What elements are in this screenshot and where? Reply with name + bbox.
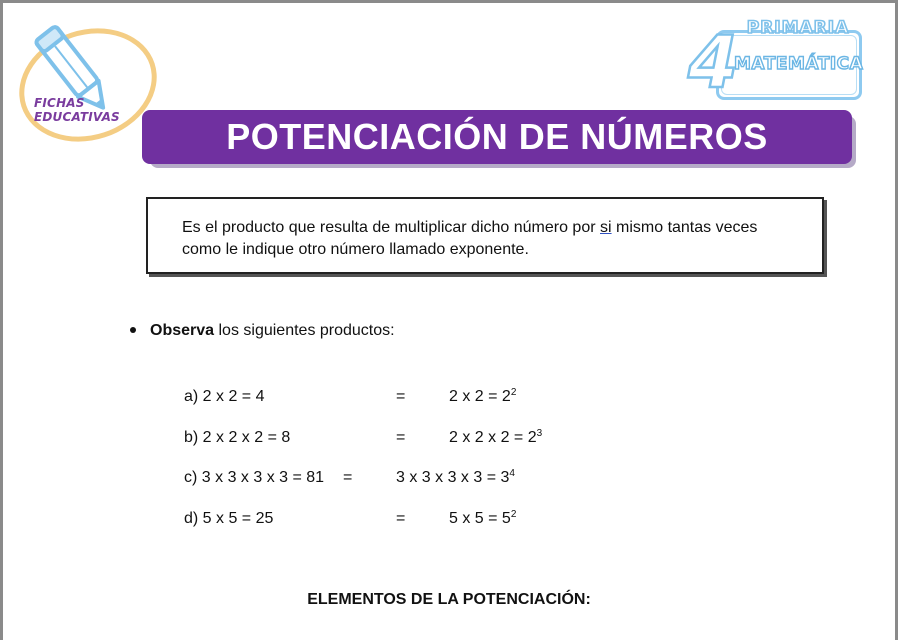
observe-bold: Observa: [150, 322, 215, 339]
example-a-equals: =: [396, 388, 406, 405]
example-c-power: [396, 469, 515, 487]
example-b-exponent: 3: [536, 428, 543, 439]
title-banner: [142, 110, 852, 164]
definition-part1: Es el producto que resulta de multiplicar dicho número por: [182, 219, 600, 236]
observe-rest: los siguientes productos:: [214, 322, 395, 339]
definition-underlined: si: [600, 219, 612, 236]
example-b-left: b) 2 x 2 x 2 = 8: [184, 429, 291, 446]
example-d-base: 5 x 5 = 5: [449, 510, 511, 527]
example-a-base: 2 x 2 = 2: [449, 388, 511, 405]
logo-line2: EDUCATIVAS: [34, 110, 120, 124]
example-b-base: 2 x 2 x 2 = 2: [449, 429, 537, 446]
logo-primaria-text: PRIMARIA: [746, 18, 850, 38]
example-d-left: d) 5 x 5 = 25: [184, 510, 274, 527]
logo-subject-text: MATEMÁTICA: [734, 54, 864, 74]
observe-bullet: [130, 322, 395, 340]
logo-line1: FICHAS: [34, 96, 85, 110]
definition-box: [146, 197, 824, 274]
example-c-exponent: 4: [509, 468, 515, 479]
example-d-equals: =: [396, 510, 406, 527]
bullet-dot-icon: [130, 327, 136, 333]
example-b-equals: =: [396, 429, 406, 446]
example-d-power: [449, 510, 516, 528]
example-a-power: [449, 388, 516, 406]
example-c-equals: =: [343, 469, 353, 486]
example-c-base: 3 x 3 x 3 x 3 = 3: [396, 469, 510, 486]
page-title: POTENCIACIÓN DE NÚMEROS: [226, 116, 768, 157]
example-c-left: c) 3 x 3 x 3 x 3 = 81: [184, 469, 325, 486]
primaria-matematica-logo: [688, 18, 868, 106]
example-b-power: [449, 429, 542, 447]
example-a-exponent: 2: [510, 387, 517, 398]
definition-part2: mismo tantas veces como le indique otro número llamado exponente.: [182, 219, 758, 258]
section-title: ELEMENTOS DE LA POTENCIACIÓN:: [307, 591, 591, 608]
example-a-left: a) 2 x 2 = 4: [184, 388, 265, 405]
logo-grade-number: 4: [688, 20, 739, 104]
example-d-exponent: 2: [510, 509, 517, 520]
